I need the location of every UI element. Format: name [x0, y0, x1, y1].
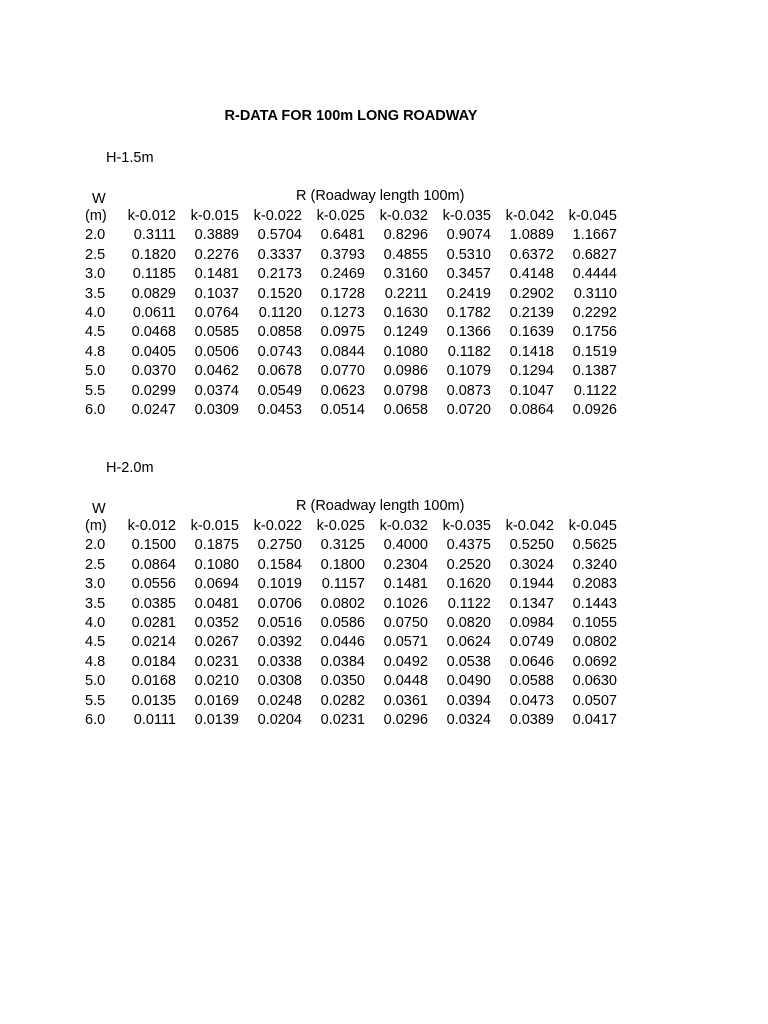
w-value: 4.0 [85, 305, 106, 322]
table-cell: 0.0585 [194, 324, 239, 341]
table-cell: 0.0873 [446, 382, 491, 399]
w-column-label: W [92, 501, 106, 517]
table-cell: 0.2083 [572, 576, 617, 593]
column-header: k-0.032 [379, 208, 428, 224]
table-cell: 0.1520 [257, 285, 302, 302]
table-cell: 0.1481 [383, 576, 428, 593]
table-cell: 0.1182 [447, 343, 491, 360]
table-cell: 0.1481 [194, 266, 239, 283]
table-cell: 0.1639 [509, 324, 554, 341]
table-cell: 0.0514 [320, 402, 365, 419]
column-header: k-0.042 [505, 518, 554, 534]
column-header: k-0.035 [442, 518, 491, 534]
table-cell: 0.2469 [320, 266, 365, 283]
table-cell: 0.0248 [257, 692, 302, 709]
table-cell: 0.0538 [446, 653, 491, 670]
table-cell: 0.3337 [257, 246, 302, 263]
table-cell: 0.1249 [383, 324, 428, 341]
table-cell: 0.1418 [509, 343, 554, 360]
table-cell: 0.2211 [384, 285, 428, 302]
table-cell: 0.2520 [446, 556, 491, 573]
column-header: k-0.012 [127, 208, 176, 224]
table-cell: 0.0749 [509, 634, 554, 651]
table-cell: 0.0556 [131, 576, 176, 593]
table-cell: 0.1630 [383, 305, 428, 322]
table-cell: 0.1620 [446, 576, 491, 593]
table-cell: 0.0692 [572, 653, 617, 670]
w-value: 5.0 [85, 363, 106, 380]
table-cell: 0.0389 [509, 712, 554, 729]
w-value: 2.0 [85, 227, 106, 244]
table-cell: 0.0473 [509, 692, 554, 709]
table-cell: 0.1080 [383, 343, 428, 360]
column-header: k-0.032 [379, 518, 428, 534]
table-row [85, 343, 617, 362]
table-cell: 1.0889 [509, 227, 554, 244]
column-header: k-0.015 [190, 518, 239, 534]
w-value: 2.5 [85, 246, 106, 263]
table-cell: 0.1820 [131, 246, 176, 263]
table-cell: 0.0571 [383, 634, 428, 651]
table-header-row [85, 207, 617, 226]
table-cell: 0.0864 [509, 402, 554, 419]
table-cell: 0.5704 [257, 227, 302, 244]
table-cell: 0.0299 [131, 382, 176, 399]
r-data-table [85, 517, 617, 730]
table-cell: 0.3125 [320, 537, 365, 554]
r-caption: R (Roadway length 100m) [296, 188, 465, 204]
table-cell: 0.0926 [572, 402, 617, 419]
table-cell: 0.0324 [446, 712, 491, 729]
table-cell: 0.2304 [383, 556, 428, 573]
table-cell: 0.1273 [320, 305, 365, 322]
table-cell: 0.0743 [257, 343, 302, 360]
table-cell: 0.1122 [573, 382, 617, 399]
table-cell: 0.1080 [194, 556, 239, 573]
height-label: H-1.5m [106, 150, 154, 166]
table-cell: 0.3793 [320, 246, 365, 263]
w-value: 4.8 [85, 653, 106, 670]
table-cell: 0.4444 [572, 266, 617, 283]
w-value: 5.0 [85, 673, 106, 690]
table-row [85, 246, 617, 265]
table-cell: 0.0111 [133, 712, 176, 729]
table-cell: 0.6827 [572, 246, 617, 263]
page-title: R-DATA FOR 100m LONG ROADWAY [224, 108, 478, 124]
w-value: 4.8 [85, 343, 106, 360]
table-cell: 0.0453 [257, 402, 302, 419]
table-cell: 0.3024 [509, 556, 554, 573]
table-cell: 0.1519 [572, 343, 617, 360]
height-label: H-2.0m [106, 460, 154, 476]
table-cell: 0.1728 [320, 285, 365, 302]
table-cell: 0.0405 [131, 343, 176, 360]
table-cell: 0.0588 [509, 673, 554, 690]
table-cell: 0.0462 [194, 363, 239, 380]
table-cell: 0.1157 [321, 576, 365, 593]
r-caption: R (Roadway length 100m) [296, 498, 465, 514]
table-cell: 0.0350 [320, 673, 365, 690]
table-cell: 0.0802 [572, 634, 617, 651]
table-cell: 0.1347 [509, 595, 554, 612]
column-header: k-0.025 [316, 518, 365, 534]
table-cell: 0.0394 [446, 692, 491, 709]
table-cell: 0.0750 [383, 615, 428, 632]
table-cell: 0.1443 [572, 595, 617, 612]
table-cell: 0.0210 [194, 673, 239, 690]
column-header: k-0.045 [568, 518, 617, 534]
table-cell: 0.1584 [257, 556, 302, 573]
table-row [85, 226, 617, 245]
column-header: k-0.025 [316, 208, 365, 224]
table-header-row [85, 517, 617, 536]
table-cell: 0.0281 [131, 615, 176, 632]
table-cell: 0.5250 [509, 537, 554, 554]
table-cell: 0.4855 [383, 246, 428, 263]
table-cell: 0.0135 [131, 692, 176, 709]
table-cell: 1.1667 [572, 227, 617, 244]
table-cell: 0.0694 [194, 576, 239, 593]
table-row [85, 304, 617, 323]
table-cell: 0.2902 [509, 285, 554, 302]
table-cell: 0.1185 [132, 266, 176, 283]
column-header: k-0.022 [253, 208, 302, 224]
table-cell: 0.2276 [194, 246, 239, 263]
table-cell: 0.2173 [257, 266, 302, 283]
table-cell: 0.0370 [131, 363, 176, 380]
table-cell: 0.2292 [572, 305, 617, 322]
table-cell: 0.0481 [194, 595, 239, 612]
w-column-label: W [92, 191, 106, 207]
table-cell: 0.1782 [446, 305, 491, 322]
w-value: 3.5 [85, 285, 106, 302]
table-cell: 0.1756 [572, 324, 617, 341]
table-cell: 0.0468 [131, 324, 176, 341]
w-value: 6.0 [85, 402, 106, 419]
table-cell: 0.0374 [194, 382, 239, 399]
table-cell: 0.1875 [194, 537, 239, 554]
table-row [85, 382, 617, 401]
table-cell: 0.0338 [257, 653, 302, 670]
table-cell: 0.0361 [383, 692, 428, 709]
table-cell: 0.2419 [446, 285, 491, 302]
w-value: 2.5 [85, 556, 106, 573]
table-cell: 0.3160 [383, 266, 428, 283]
table-cell: 0.0296 [383, 712, 428, 729]
w-value: 5.5 [85, 692, 106, 709]
table-cell: 0.0184 [131, 653, 176, 670]
table-cell: 0.3889 [194, 227, 239, 244]
table-cell: 0.0516 [257, 615, 302, 632]
w-value: 5.5 [85, 382, 106, 399]
table-cell: 0.9074 [446, 227, 491, 244]
column-header: k-0.015 [190, 208, 239, 224]
table-cell: 0.0864 [131, 556, 176, 573]
table-cell: 0.0214 [131, 634, 176, 651]
w-value: 2.0 [85, 537, 106, 554]
table-cell: 0.0623 [320, 382, 365, 399]
table-cell: 0.1122 [447, 595, 491, 612]
table-cell: 0.0168 [131, 673, 176, 690]
table-cell: 0.0231 [194, 653, 239, 670]
table-cell: 0.3240 [572, 556, 617, 573]
table-cell: 0.0798 [383, 382, 428, 399]
table-cell: 0.2750 [257, 537, 302, 554]
table-row [85, 323, 617, 342]
table-cell: 0.0139 [194, 712, 239, 729]
w-value: 4.5 [85, 634, 106, 651]
table-cell: 0.0169 [194, 692, 239, 709]
table-cell: 0.0490 [446, 673, 491, 690]
table-cell: 0.0549 [257, 382, 302, 399]
table-row [85, 401, 617, 420]
table-cell: 0.1944 [509, 576, 554, 593]
table-cell: 0.1055 [572, 615, 617, 632]
table-cell: 0.4148 [509, 266, 554, 283]
w-unit-header: (m) [85, 208, 107, 224]
table-cell: 0.0384 [320, 653, 365, 670]
table-cell: 0.1047 [509, 382, 554, 399]
table-cell: 0.0720 [446, 402, 491, 419]
table-cell: 0.0829 [131, 285, 176, 302]
table-cell: 0.1026 [383, 595, 428, 612]
table-row [85, 672, 617, 691]
table-cell: 0.0417 [572, 712, 617, 729]
column-header: k-0.012 [127, 518, 176, 534]
column-header: k-0.042 [505, 208, 554, 224]
table-cell: 0.5625 [572, 537, 617, 554]
w-value: 4.5 [85, 324, 106, 341]
column-header: k-0.035 [442, 208, 491, 224]
table-row [85, 556, 617, 575]
table-cell: 0.0448 [383, 673, 428, 690]
table-row [85, 362, 617, 381]
table-cell: 0.0392 [257, 634, 302, 651]
table-cell: 0.4000 [383, 537, 428, 554]
table-row [85, 711, 617, 730]
table-cell: 0.0446 [320, 634, 365, 651]
table-cell: 0.0492 [383, 653, 428, 670]
table-row [85, 692, 617, 711]
table-cell: 0.0770 [320, 363, 365, 380]
table-row [85, 653, 617, 672]
column-header: k-0.022 [253, 518, 302, 534]
table-cell: 0.0984 [509, 615, 554, 632]
table-cell: 0.0764 [194, 305, 239, 322]
r-data-table [85, 207, 617, 420]
table-cell: 0.0352 [194, 615, 239, 632]
table-cell: 0.0309 [194, 402, 239, 419]
table-cell: 0.0507 [572, 692, 617, 709]
table-cell: 0.0678 [257, 363, 302, 380]
table-cell: 0.0646 [509, 653, 554, 670]
table-cell: 0.0858 [257, 324, 302, 341]
w-value: 6.0 [85, 712, 106, 729]
table-cell: 0.6372 [509, 246, 554, 263]
table-cell: 0.0282 [320, 692, 365, 709]
table-cell: 0.6481 [320, 227, 365, 244]
w-value: 3.5 [85, 595, 106, 612]
table-row [85, 285, 617, 304]
table-cell: 0.1019 [257, 576, 302, 593]
table-cell: 0.0204 [257, 712, 302, 729]
table-cell: 0.0267 [194, 634, 239, 651]
table-cell: 0.0586 [320, 615, 365, 632]
w-value: 3.0 [85, 576, 106, 593]
table-row [85, 614, 617, 633]
w-value: 4.0 [85, 615, 106, 632]
table-cell: 0.1387 [572, 363, 617, 380]
table-cell: 0.0385 [131, 595, 176, 612]
table-row [85, 536, 617, 555]
table-cell: 0.0630 [572, 673, 617, 690]
table-cell: 0.0802 [320, 595, 365, 612]
table-row [85, 265, 617, 284]
table-cell: 0.0658 [383, 402, 428, 419]
table-cell: 0.0624 [446, 634, 491, 651]
w-value: 3.0 [85, 266, 106, 283]
table-cell: 0.1366 [446, 324, 491, 341]
table-cell: 0.2139 [509, 305, 554, 322]
table-cell: 0.0706 [257, 595, 302, 612]
w-unit-header: (m) [85, 518, 107, 534]
table-cell: 0.0844 [320, 343, 365, 360]
table-row [85, 633, 617, 652]
table-row [85, 575, 617, 594]
column-header: k-0.045 [568, 208, 617, 224]
table-cell: 0.0986 [383, 363, 428, 380]
table-cell: 0.1120 [258, 305, 302, 322]
table-cell: 0.1037 [194, 285, 239, 302]
table-cell: 0.1079 [446, 363, 491, 380]
table-row [85, 595, 617, 614]
table-cell: 0.1294 [509, 363, 554, 380]
table-cell: 0.3457 [446, 266, 491, 283]
table-cell: 0.1500 [131, 537, 176, 554]
table-cell: 0.4375 [446, 537, 491, 554]
table-cell: 0.0611 [132, 305, 176, 322]
table-cell: 0.1800 [320, 556, 365, 573]
table-cell: 0.0820 [446, 615, 491, 632]
table-cell: 0.0975 [320, 324, 365, 341]
table-cell: 0.8296 [383, 227, 428, 244]
table-cell: 0.0231 [320, 712, 365, 729]
table-cell: 0.3111 [133, 227, 176, 244]
table-cell: 0.0308 [257, 673, 302, 690]
table-cell: 0.0506 [194, 343, 239, 360]
table-cell: 0.3110 [573, 285, 617, 302]
table-cell: 0.0247 [131, 402, 176, 419]
table-cell: 0.5310 [446, 246, 491, 263]
